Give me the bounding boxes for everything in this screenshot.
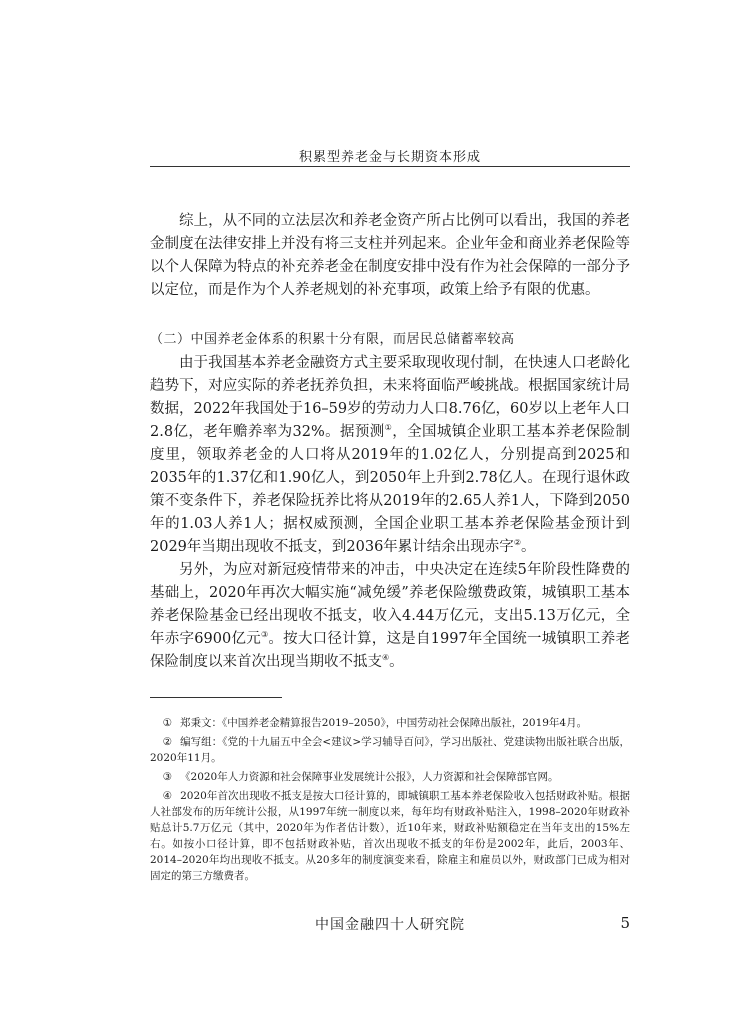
footer-title: 中国金融四十人研究院: [315, 917, 465, 933]
footnote-divider: [150, 697, 282, 698]
body-section-accumulation: [150, 352, 630, 674]
footnote-ref-1[interactable]: ①: [384, 423, 393, 433]
footnote-mark: ③: [162, 771, 173, 783]
body-section-summary: [150, 210, 630, 302]
footnote-3: [150, 769, 630, 785]
footnote-mark: ④: [162, 790, 173, 802]
footnote-ref-3[interactable]: ③: [260, 630, 269, 640]
footnote-mark: ②: [162, 736, 173, 748]
footnote-2: [150, 734, 630, 766]
paragraph-covid-text-a: 另外，为应对新冠疫情带来的冲击，中央决定在连续5年阶段性降费的基础上，2020年再次大幅实施“减免缓”养老保险缴费政策，城镇职工基本养老保险基金已经出现收不抵支，收入4.44万亿元，支出5.13万亿元，全年赤字6900亿元: [150, 562, 630, 647]
page-number: 5: [620, 914, 630, 932]
footnote-mark: ①: [162, 717, 173, 729]
footnote-text: 《2020年人力资源和社会保障事业发展统计公报》，人力资源和社会保障部官网。: [180, 771, 559, 783]
section-heading: （二）中国养老金体系的积累十分有限，而居民总储蓄率较高: [150, 332, 515, 347]
footnote-text: 郑秉文：《中国养老金精算报告2019–2050》，中国劳动社会保障出版社，2019年4月。: [180, 717, 588, 729]
footnote-1: [150, 715, 630, 731]
footnote-4: [150, 788, 630, 884]
footnote-text: 2020年首次出现收不抵支是按大口径计算的，即城镇职工基本养老保险收入包括财政补贴。根据人社部发布的历年统计公报，从1997年统一制度以来，每年均有财政补贴注入，1998–2020年财政补贴总计5.7万亿元（其中，2020年为作者估计数），近10年来，财政补贴额稳定在当年支出的15%左右。如按小口径计算，即不包括财政补贴，首次出现收不抵支的年份是2002年，此后，2003年、2014–2020年均出现收不抵支。从20多年的制度演变来看，除雇主和雇员以外，财政部门已成为相对固定的第三方缴费者。: [150, 790, 630, 882]
paragraph-aging: [150, 352, 630, 559]
paragraph-summary: 综上，从不同的立法层次和养老金资产所占比例可以看出，我国的养老金制度在法律安排上并没有将三支柱并列起来。企业年金和商业养老保险等以个人保障为特点的补充养老金在制度安排中没有作为社会保障的一部分予以定位，而是作为个人养老规划的补充事项，政策上给予有限的优惠。: [150, 213, 630, 298]
paragraph-covid: [150, 559, 630, 674]
paragraph-aging-text-b: ，全国城镇企业职工基本养老保险制度里，领取养老金的人口将从2019年的1.02亿人，分别提高到2025和2035年的1.37亿和1.90亿人，到2050年上升到2.78亿人。在现行退休政策不变条件下，养老保险抚养比将从2019年的2.65人养1人，下降到2050年的1.03人养1人；据权威预测，全国企业职工基本养老保险基金预计到2029年当期出现收不抵支，到2036年累计结余出现赤字: [150, 424, 630, 555]
page-footer: [150, 914, 630, 936]
paragraph-covid-text-c: 。: [389, 654, 404, 670]
paragraph-aging-text-a: 由于我国基本养老金融资方式主要采取现收现付制，在快速人口老龄化趋势下，对应实际的养老抚养负担，未来将面临严峻挑战。根据国家统计局数据，2022年我国处于16–59岁的劳动力人口8.76亿，60岁以上老年人口2.8亿，老年赡养率为32%。据预测: [150, 355, 630, 440]
footnote-ref-4[interactable]: ④: [382, 653, 390, 663]
footnotes: [150, 715, 630, 887]
running-header: 积累型养老金与长期资本形成: [298, 150, 481, 165]
footnote-text: 编写组：《党的十九届五中全会<建议>学习辅导百问》，学习出版社、党建读物出版社联合出版，2020年11月。: [150, 736, 630, 764]
header-divider: [150, 166, 630, 167]
paragraph-covid-text-b: 。按大口径计算，这是自1997年全国统一城镇职工养老保险制度以来首次出现当期收不抵支: [150, 631, 631, 670]
footnote-ref-2[interactable]: ②: [513, 538, 521, 548]
paragraph-aging-text-c: 。: [520, 539, 536, 555]
